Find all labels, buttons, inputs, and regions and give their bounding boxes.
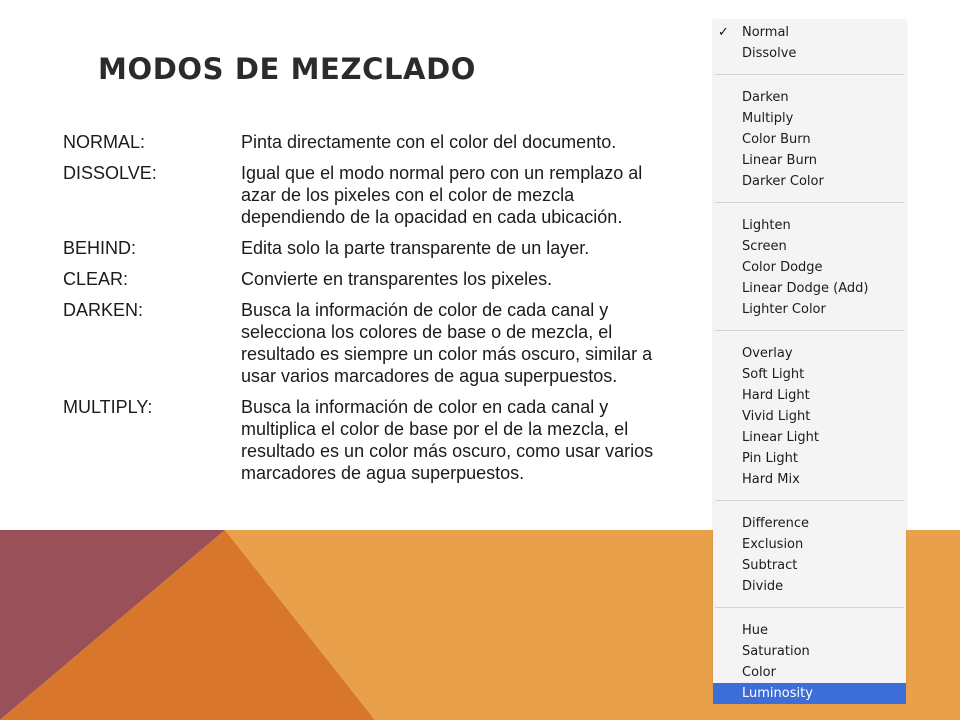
menu-item-label: Hard Mix: [742, 472, 800, 487]
definition-row: [63, 131, 683, 153]
menu-item-luminosity[interactable]: [713, 683, 906, 704]
menu-item-label: Lighten: [742, 218, 791, 233]
menu-item-label: Color Burn: [742, 132, 811, 147]
menu-item-label: Pin Light: [742, 451, 798, 466]
definition-description: Busca la información de color en cada canal y multiplica el color de base por el de la mezcla, el resultado es un color más oscuro, como usar varios marcadores de agua superpuestos.: [241, 397, 654, 483]
menu-group-hue: [713, 618, 906, 704]
menu-separator: [715, 74, 904, 75]
menu-item-lighten[interactable]: [713, 215, 906, 236]
menu-item-hard-mix[interactable]: [713, 469, 906, 490]
menu-item-saturation[interactable]: [713, 641, 906, 662]
menu-item-label: Subtract: [742, 558, 798, 573]
definition-term: MULTIPLY:: [63, 397, 153, 417]
menu-item-color[interactable]: [713, 662, 906, 683]
definition-term: DARKEN:: [63, 300, 144, 320]
menu-item-label: Overlay: [742, 346, 793, 361]
definitions-list: [63, 131, 683, 493]
definition-term: NORMAL:: [63, 132, 146, 152]
menu-item-label: Linear Light: [742, 430, 819, 445]
blend-mode-menu: [713, 20, 906, 701]
menu-item-hard-light[interactable]: [713, 385, 906, 406]
menu-item-lighter-color[interactable]: [713, 299, 906, 320]
definition-description: Convierte en transparentes los pixeles.: [241, 269, 553, 289]
menu-separator: [715, 330, 904, 331]
menu-separator: [715, 607, 904, 608]
menu-item-pin-light[interactable]: [713, 448, 906, 469]
menu-item-label: Hue: [742, 623, 769, 638]
menu-item-label: Vivid Light: [742, 409, 811, 424]
menu-group-difference: [713, 511, 906, 597]
menu-item-color-burn[interactable]: [713, 129, 906, 150]
menu-item-label: Dissolve: [742, 46, 797, 61]
menu-group-lighten: [713, 213, 906, 320]
definition-row: [63, 237, 683, 259]
menu-item-multiply[interactable]: [713, 108, 906, 129]
definition-row: [63, 162, 683, 228]
definition-term: DISSOLVE:: [63, 163, 157, 183]
menu-separator: [715, 500, 904, 501]
definition-term: BEHIND:: [63, 238, 137, 258]
menu-item-screen[interactable]: [713, 236, 906, 257]
definition-term: CLEAR:: [63, 269, 129, 289]
menu-item-darken[interactable]: [713, 87, 906, 108]
menu-item-linear-burn[interactable]: [713, 150, 906, 171]
menu-item-linear-dodge[interactable]: [713, 278, 906, 299]
menu-item-hue[interactable]: [713, 620, 906, 641]
menu-item-label: Luminosity: [742, 686, 813, 701]
menu-item-normal[interactable]: [713, 22, 906, 43]
menu-item-label: Exclusion: [742, 537, 804, 552]
definition-description: Pinta directamente con el color del documento.: [241, 132, 617, 152]
menu-item-label: Hard Light: [742, 388, 810, 403]
menu-item-label: Color Dodge: [742, 260, 823, 275]
page-title: MODOS DE MEZCLADO: [98, 52, 477, 86]
menu-item-label: Linear Dodge (Add): [742, 281, 869, 296]
menu-item-label: Soft Light: [742, 367, 805, 382]
definition-description: Edita solo la parte transparente de un layer.: [241, 238, 590, 258]
menu-item-label: Screen: [742, 239, 787, 254]
menu-item-vivid-light[interactable]: [713, 406, 906, 427]
menu-group-normal: [713, 20, 906, 64]
menu-item-difference[interactable]: [713, 513, 906, 534]
definition-row: [63, 299, 683, 387]
menu-item-label: Color: [742, 665, 776, 680]
menu-item-label: Difference: [742, 516, 810, 531]
menu-item-label: Divide: [742, 579, 784, 594]
definition-description: Igual que el modo normal pero con un remplazo al azar de los pixeles con el color de mezcla dependiendo de la opacidad en cada ubicación.: [241, 163, 643, 227]
definition-row: [63, 268, 683, 290]
definition-row: [63, 396, 683, 484]
menu-group-overlay: [713, 341, 906, 490]
menu-item-soft-light[interactable]: [713, 364, 906, 385]
menu-group-darken: [713, 85, 906, 192]
menu-item-label: Multiply: [742, 111, 794, 126]
menu-item-label: Normal: [742, 25, 790, 40]
menu-item-exclusion[interactable]: [713, 534, 906, 555]
menu-item-divide[interactable]: [713, 576, 906, 597]
menu-item-overlay[interactable]: [713, 343, 906, 364]
definition-description: Busca la información de color de cada canal y selecciona los colores de base o de mezcla, el resultado es siempre un color más oscuro, similar a usar varios marcadores de agua superpuestos.: [241, 300, 653, 386]
menu-item-darker-color[interactable]: [713, 171, 906, 192]
menu-item-label: Darken: [742, 90, 789, 105]
menu-item-label: Saturation: [742, 644, 810, 659]
menu-item-label: Linear Burn: [742, 153, 818, 168]
menu-item-label: Darker Color: [742, 174, 824, 189]
menu-item-color-dodge[interactable]: [713, 257, 906, 278]
menu-item-dissolve[interactable]: [713, 43, 906, 64]
menu-item-linear-light[interactable]: [713, 427, 906, 448]
checkmark-icon: ✓: [718, 25, 729, 40]
menu-item-label: Lighter Color: [742, 302, 826, 317]
menu-separator: [715, 202, 904, 203]
menu-item-subtract[interactable]: [713, 555, 906, 576]
